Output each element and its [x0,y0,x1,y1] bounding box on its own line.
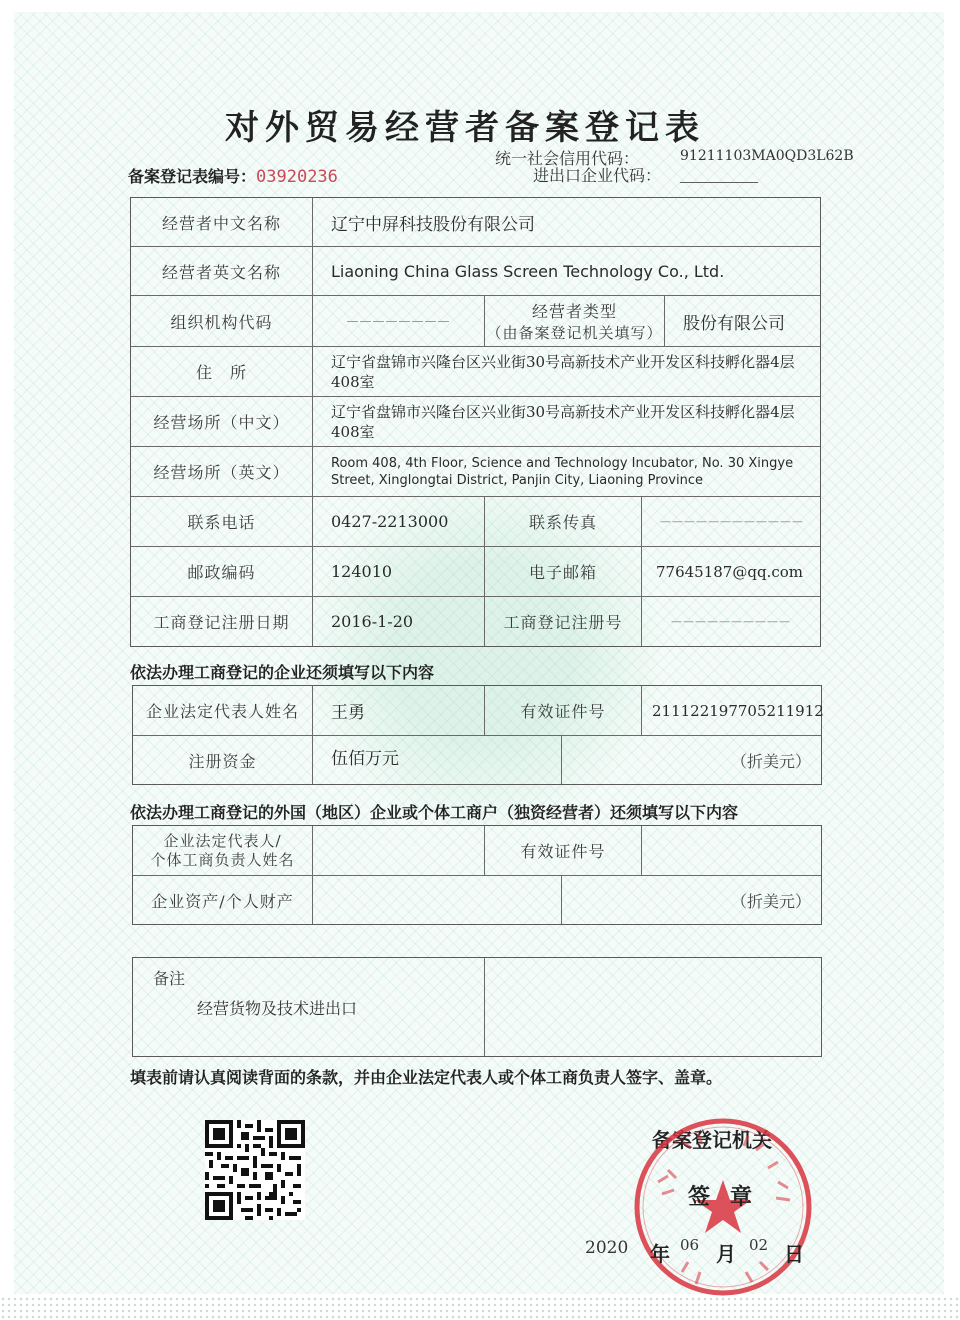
fax-label: 联系传真 [485,497,642,547]
registration-number-value: 03920236 [256,167,338,187]
date-day-char: 日 [784,1242,804,1266]
operator-type-label-line2: （由备案登记机关填写） [486,324,663,342]
reg-date-label: 工商登记注册日期 [131,597,313,646]
reg-no-value: —————————— [671,615,791,628]
date-day: 02 [749,1236,769,1254]
operator-type-label [485,296,665,347]
credit-code-value: 91211103MA0QD3L62B [680,148,854,164]
biz-place-en-label: 经营场所（英文） [131,447,313,497]
legal-rep-id-label: 有效证件号 [485,686,642,736]
section1-heading: 依法办理工商登记的企业还须填写以下内容 [130,663,435,682]
section1-table [132,685,822,785]
operator-type-label-line1: 经营者类型 [531,302,617,321]
address-value: 辽宁省盘锦市兴隆台区兴业街30号高新技术产业开发区科技孵化器4层408室 [313,347,820,397]
address-label: 住 所 [131,347,313,397]
email-label: 电子邮箱 [485,547,642,597]
reg-date-value: 2016-1-20 [313,597,485,646]
bottom-dot-band [0,1296,960,1320]
remarks-box [132,957,822,1057]
en-name-label: 经营者英文名称 [131,247,313,296]
legal-rep-id-value: 211122197705211912 [642,686,821,736]
form-title: 对外贸易经营者备案登记表 [225,108,705,148]
authority-label: 备案登记机关 [652,1128,772,1152]
date-month-char: 月 [716,1242,736,1266]
fax-value: ———————————— [642,497,820,547]
remarks-label: 备注 [153,969,186,988]
ie-code [533,163,758,186]
qr-code-icon [205,1120,305,1220]
date-year-char: 年 [650,1242,670,1266]
biz-place-en-value: Room 408, 4th Floor, Science and Technology Incubator, No. 30 Xingye Street, Xinglongtai District, Panjin City, Liaoning Province [313,447,820,497]
postcode-value: 124010 [313,547,485,597]
email-value: 77645187@qq.com [642,547,820,597]
biz-place-cn-label: 经营场所（中文） [131,397,313,447]
remarks-text: 经营货物及技术进出口 [197,999,358,1018]
registration-number [128,164,338,187]
cn-name-value: 辽宁中屏科技股份有限公司 [313,198,820,247]
seal-label: 签章 [688,1185,773,1210]
postcode-label: 邮政编码 [131,547,313,597]
date-year: 2020 [585,1238,629,1258]
remarks-right [485,958,821,1056]
section2-heading: 依法办理工商登记的外国（地区）企业或个体工商户（独资经营者）还须填写以下内容 [130,803,739,822]
rep-label [133,826,313,876]
rep-id-label: 有效证件号 [485,826,642,876]
capital-value: 伍佰万元 [313,736,562,784]
credit-code-label: 统一社会信用代码： [495,149,640,168]
rep-value [313,826,485,876]
main-table [130,197,821,647]
legal-rep-value: 王勇 [313,686,485,736]
legal-rep-label: 企业法定代表人姓名 [133,686,313,736]
phone-value: 0427-2213000 [313,497,485,547]
reg-no-label: 工商登记注册号 [485,597,642,646]
rep-label-line1: 企业法定代表人/ [163,831,282,850]
capital-usd-note: （折美元） [730,751,811,771]
ie-code-label: 进出口企业代码： [533,166,662,185]
rep-label-line2: 个体工商负责人姓名 [150,850,295,869]
section2-table [132,825,822,925]
ie-code-value: ____________ [680,169,758,184]
remarks-left [133,958,485,1056]
assets-label: 企业资产/个人财产 [133,876,313,924]
operator-type-value: 股份有限公司 [665,296,820,347]
cn-name-label: 经营者中文名称 [131,198,313,247]
org-code-value: ———————— [313,296,485,347]
notice-text: 填表前请认真阅读背面的条款，并由企业法定代表人或个体工商负责人签字、盖章。 [130,1068,723,1087]
assets-usd-note: （折美元） [730,891,811,911]
en-name-value: Liaoning China Glass Screen Technology Co., Ltd. [313,247,820,296]
phone-label: 联系电话 [131,497,313,547]
assets-value [313,876,562,924]
biz-place-cn-value: 辽宁省盘锦市兴隆台区兴业街30号高新技术产业开发区科技孵化器4层408室 [313,397,820,447]
date-month: 06 [680,1236,700,1254]
rep-id-value [642,826,821,876]
org-code-label: 组织机构代码 [131,296,313,347]
capital-label: 注册资金 [133,736,313,784]
registration-number-label: 备案登记表编号： [128,167,257,186]
